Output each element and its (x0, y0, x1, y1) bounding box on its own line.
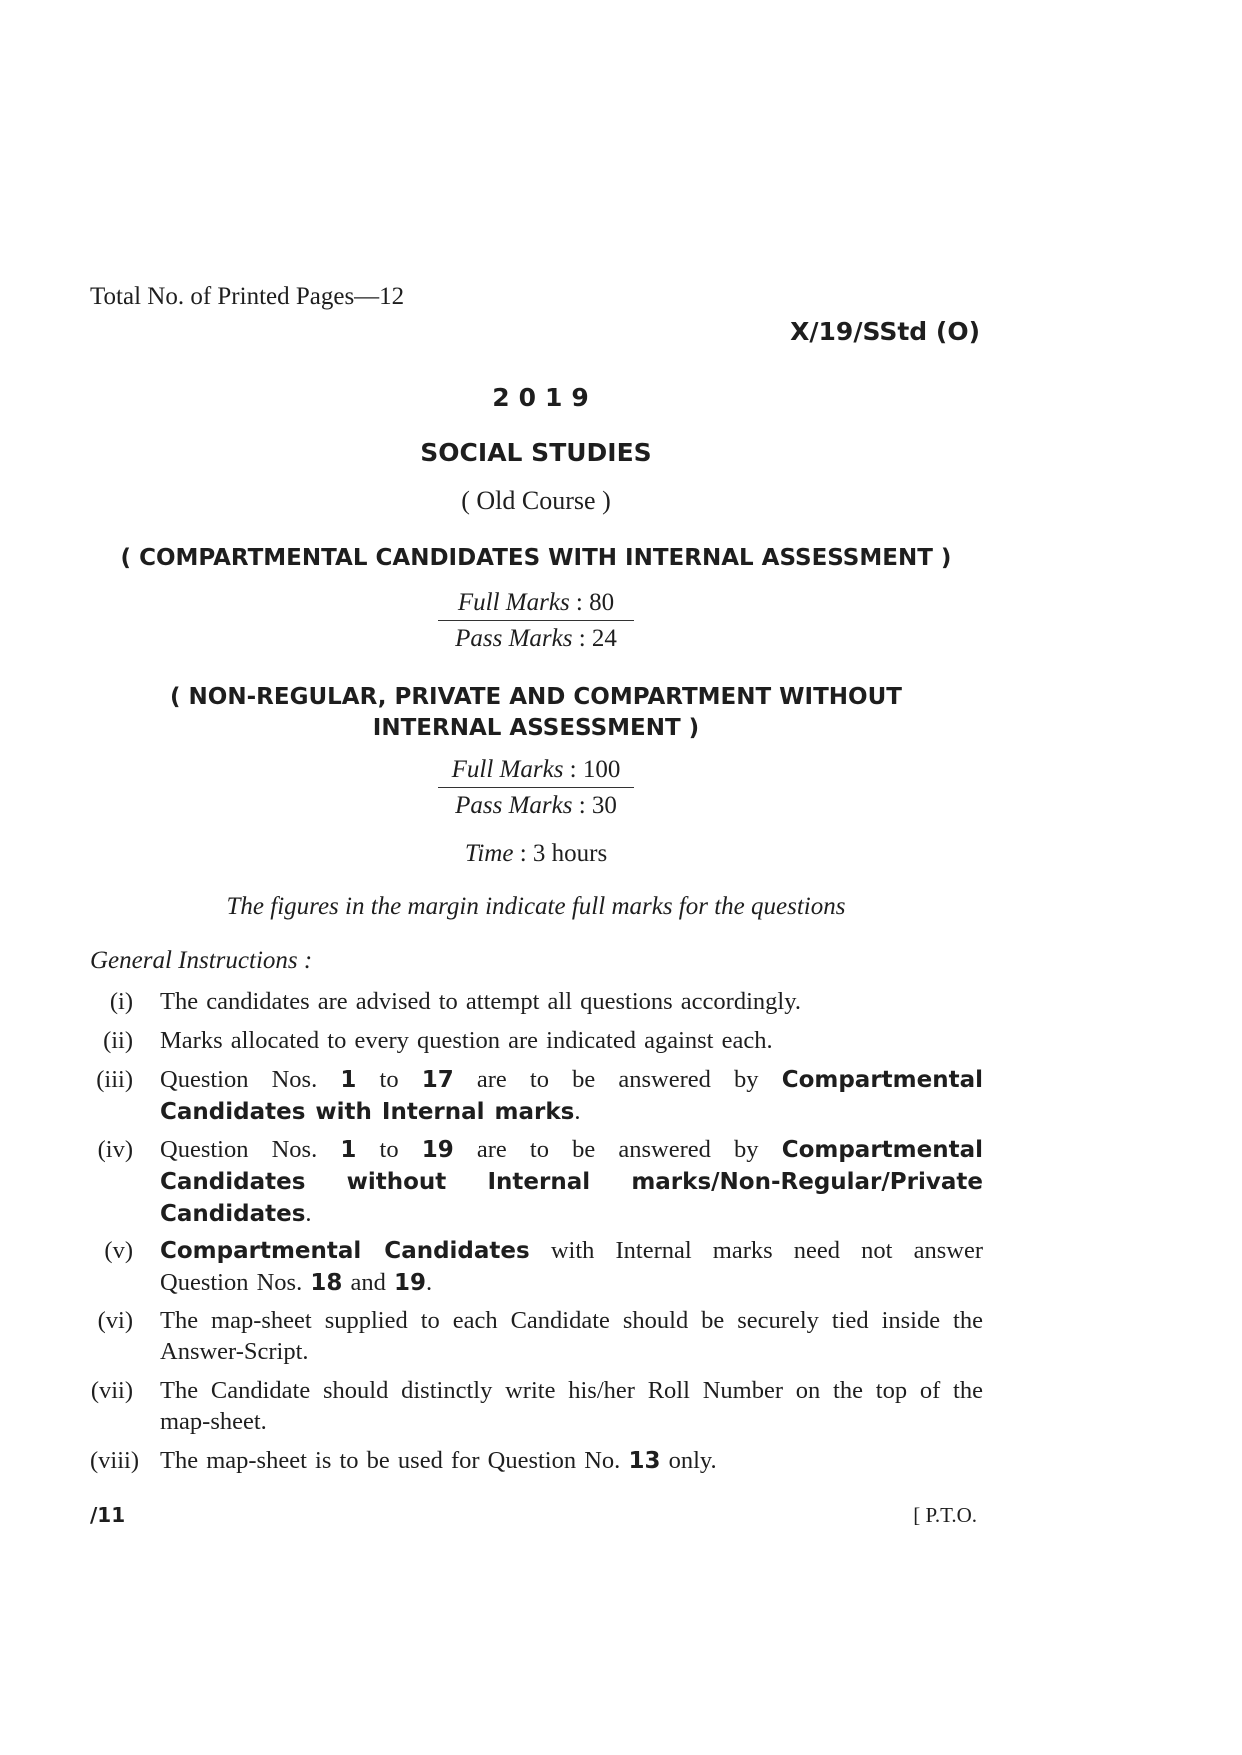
footer-pto: [ P.T.O. (913, 1503, 977, 1527)
instruction-text-part: and (342, 1269, 394, 1296)
instruction-text-part: are to be answered by (453, 1136, 782, 1163)
footer-page-code: /11 (90, 1503, 126, 1527)
pass-marks-value: : 24 (578, 625, 617, 652)
full-marks-label: Full Marks (457, 589, 570, 616)
subject-title: SOCIAL STUDIES (420, 438, 652, 467)
instruction-bold-part: 1 (340, 1067, 357, 1093)
course-type: ( Old Course ) (461, 486, 611, 515)
exam-year: 2019 (492, 383, 598, 412)
pass-marks-row (426, 624, 646, 654)
pass-marks-row (426, 791, 646, 821)
instruction-text-part: to (356, 1136, 422, 1163)
instruction-bold-part: 13 (628, 1448, 661, 1474)
full-marks-row (426, 588, 646, 618)
instruction-bold-part: 19 (421, 1137, 454, 1163)
instruction-text-part: . (574, 1098, 581, 1125)
instruction-bold-part: 17 (421, 1067, 454, 1093)
section2-heading-line1: ( NON-REGULAR, PRIVATE AND COMPARTMENT WITHOUT (170, 684, 902, 710)
instruction-number: (i) (109, 988, 133, 1015)
instruction-text (160, 1305, 983, 1367)
section2-heading-line2: INTERNAL ASSESSMENT ) (372, 715, 700, 741)
full-marks-value: : 100 (569, 756, 621, 783)
instruction-text (160, 1375, 983, 1437)
instruction-text-part: The candidates are advised to attempt all questions accordingly. (160, 988, 801, 1015)
instruction-text (160, 1025, 983, 1056)
instruction-bold-part: 18 (310, 1270, 343, 1296)
instruction-text-part: The map-sheet is to be used for Question No. (160, 1447, 629, 1474)
instruction-text (160, 1445, 983, 1477)
instruction-text-part: only. (660, 1447, 717, 1474)
section-heading-without-internal (0, 682, 1072, 744)
exam-time (0, 840, 1072, 868)
instruction-number: (viii) (90, 1447, 139, 1474)
instruction-number: (v) (104, 1237, 133, 1264)
instruction-number: (vi) (97, 1307, 133, 1334)
instruction-bold-part: Compartmental Candidates without Internal marks/Non-Regular/Private Candidates (160, 1137, 983, 1227)
instruction-number: (vii) (90, 1377, 133, 1404)
instruction-text (160, 1134, 983, 1230)
instruction-bold-part: 19 (393, 1270, 426, 1296)
instruction-text-part: with Internal marks need not answer Question Nos. (160, 1237, 983, 1296)
instruction-text-part: are to be answered by (453, 1066, 782, 1093)
pass-marks-value: : 30 (578, 792, 617, 819)
marks-block-without-internal (0, 755, 1072, 821)
instruction-text-part: Marks allocated to every question are indicated against each. (160, 1027, 773, 1054)
margin-note: The figures in the margin indicate full marks for the questions (226, 893, 846, 920)
paper-code: X/19/SStd (O) (790, 317, 980, 346)
instruction-text-part: Question Nos. (160, 1066, 341, 1093)
instruction-text-part: Question Nos. (160, 1136, 341, 1163)
instruction-text-part: to (356, 1066, 422, 1093)
full-marks-row (426, 755, 646, 785)
full-marks-value: : 80 (575, 589, 615, 616)
instruction-text-part: . (425, 1269, 433, 1296)
gi-heading-label: General Instructions (90, 947, 298, 974)
instruction-number: (iii) (96, 1066, 133, 1093)
marks-block-with-internal (0, 588, 1072, 654)
instruction-number: (iv) (97, 1136, 133, 1163)
instruction-text (160, 1064, 983, 1128)
total-printed-pages: Total No. of Printed Pages—12 (90, 283, 405, 310)
section-heading-with-internal: ( COMPARTMENTAL CANDIDATES WITH INTERNAL ASSESSMENT ) (120, 545, 952, 571)
pass-marks-label: Pass Marks (455, 625, 573, 652)
instruction-bold-part: Compartmental Candidates with Internal marks (160, 1067, 983, 1125)
instruction-text-part: The Candidate should distinctly write his/her Roll Number on the top of the map-sheet. (160, 1377, 983, 1435)
marks-divider (438, 620, 634, 621)
instruction-bold-part: Compartmental Candidates (160, 1238, 530, 1264)
instruction-text (160, 1235, 983, 1299)
time-label: Time (464, 840, 514, 867)
instruction-text-part: . (305, 1200, 312, 1227)
instruction-number: (ii) (103, 1027, 133, 1054)
instruction-bold-part: 1 (340, 1137, 357, 1163)
full-marks-label: Full Marks (451, 756, 564, 783)
pass-marks-label: Pass Marks (455, 792, 573, 819)
general-instructions-heading (90, 947, 312, 975)
instruction-text (160, 986, 983, 1017)
time-value: : 3 hours (519, 840, 608, 867)
instruction-text-part: The map-sheet supplied to each Candidate should be securely tied inside the Answer-Script. (160, 1307, 983, 1365)
gi-heading-colon: : (297, 947, 313, 974)
marks-divider (438, 787, 634, 788)
